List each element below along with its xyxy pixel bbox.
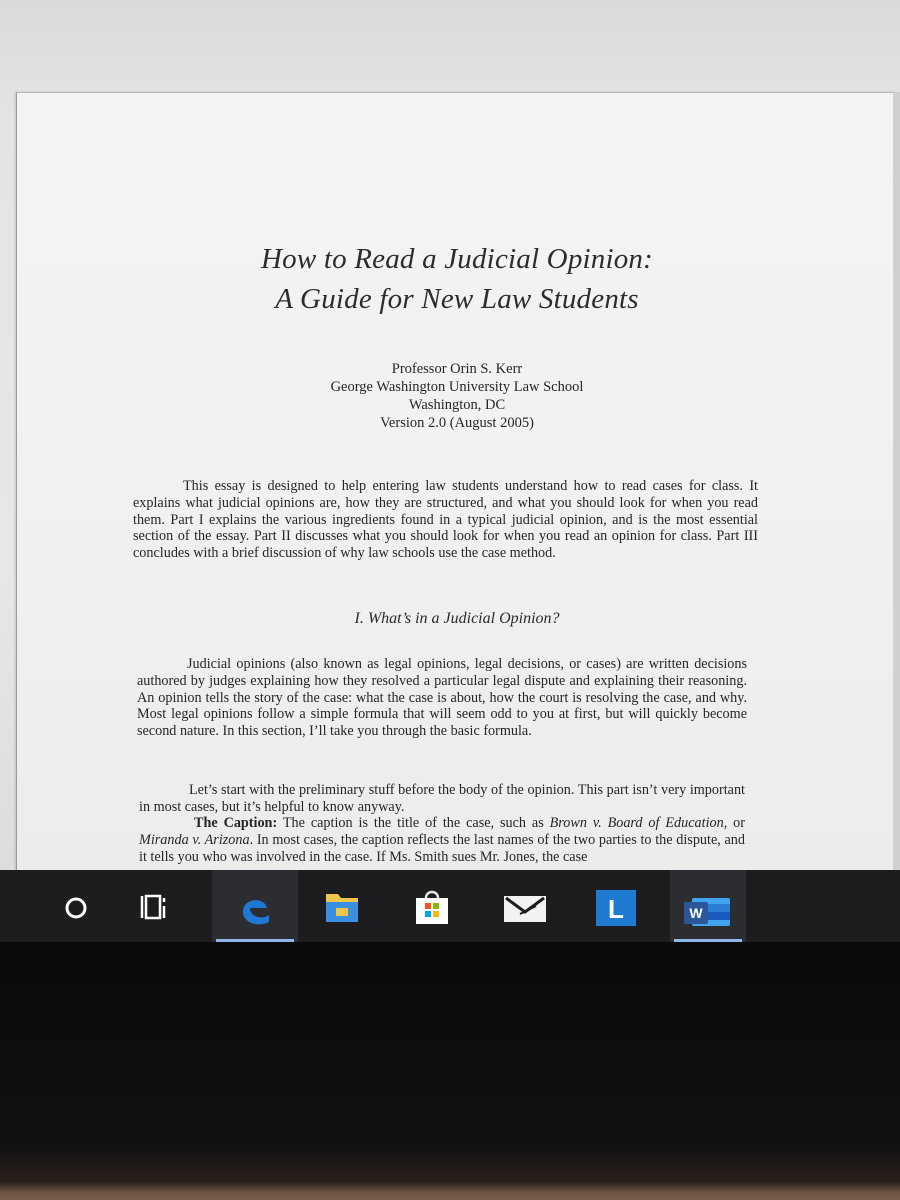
page-edge — [893, 92, 900, 882]
mail-icon — [500, 870, 550, 942]
document-version: Version 2.0 (August 2005) — [380, 415, 534, 431]
task-view-icon — [128, 870, 188, 942]
author-location: Washington, DC — [408, 397, 506, 413]
task-view-button[interactable] — [128, 870, 188, 942]
document-title-line-1: How to Read a Judicial Opinion: — [260, 243, 653, 275]
caption-text-2: , or — [723, 815, 746, 831]
intro-paragraph: This essay is designed to help entering law students understand how to read cases for class. It explains what judicial opinions are, how they are structured, and what you should look for when you read them. Part I explains the various ingredients found in a typical judicial opinion, and is the most essential section of the essay. Part II discusses what you should look for when you read an opinion for class. Part III concludes with a brief discussion of why law schools use the case method. — [133, 478, 758, 562]
document-page[interactable] — [16, 92, 897, 883]
windows-taskbar — [0, 870, 900, 942]
mail-button[interactable] — [500, 870, 550, 942]
caption-text-1: The caption is the title of the case, such as — [277, 815, 550, 831]
preliminary-paragraph: Let’s start with the preliminary stuff before the body of the opinion. This part isn’t very important in most cases, but it’s helpful to know anyway. — [139, 782, 745, 815]
cortana-search-icon — [46, 870, 106, 942]
edge-browser-button[interactable] — [212, 870, 298, 942]
svg-text:L: L — [608, 894, 624, 924]
file-explorer-button[interactable] — [320, 870, 364, 942]
word-icon — [670, 870, 746, 942]
monitor-bezel — [0, 942, 900, 1200]
author-name: Professor Orin S. Kerr — [391, 361, 523, 377]
edge-browser-icon — [212, 870, 298, 942]
caption-case-2: Miranda v. Arizona — [139, 831, 250, 848]
caption-label: The Caption: — [194, 815, 278, 831]
author-institution: George Washington University Law School — [330, 379, 584, 395]
caption-text-3: . In most cases, the caption reflects the last names of the two parties to the dispute, and it tells you who was involved in the case. If Ms. Smith sues Mr. Jones, the case — [139, 831, 745, 865]
caption-paragraph — [139, 815, 745, 865]
l-app-icon — [594, 870, 638, 942]
document-title-line-2: A Guide for New Law Students — [275, 283, 639, 315]
microsoft-store-icon — [410, 870, 454, 942]
section-paragraph: Judicial opinions (also known as legal opinions, legal decisions, or cases) are written decisions authored by judges explaining how they resolved a particular legal dispute and explaining their reasoning. An opinion tells the story of the case: what the case is about, how the court is resolving the case, and why. Most legal opinions follow a simple formula that will seem odd to you at first, but will quickly become second nature. In this section, I’ll take you through the basic formula. — [137, 656, 747, 740]
l-app-button[interactable] — [594, 870, 638, 942]
svg-text:W: W — [689, 905, 703, 921]
microsoft-store-button[interactable] — [410, 870, 454, 942]
section-heading: I. What’s in a Judicial Opinion? — [354, 610, 560, 627]
word-button[interactable] — [670, 870, 746, 942]
caption-case-1: Brown v. Board of Education — [549, 815, 724, 831]
file-explorer-icon — [320, 870, 364, 942]
cortana-search-button[interactable] — [46, 870, 106, 942]
